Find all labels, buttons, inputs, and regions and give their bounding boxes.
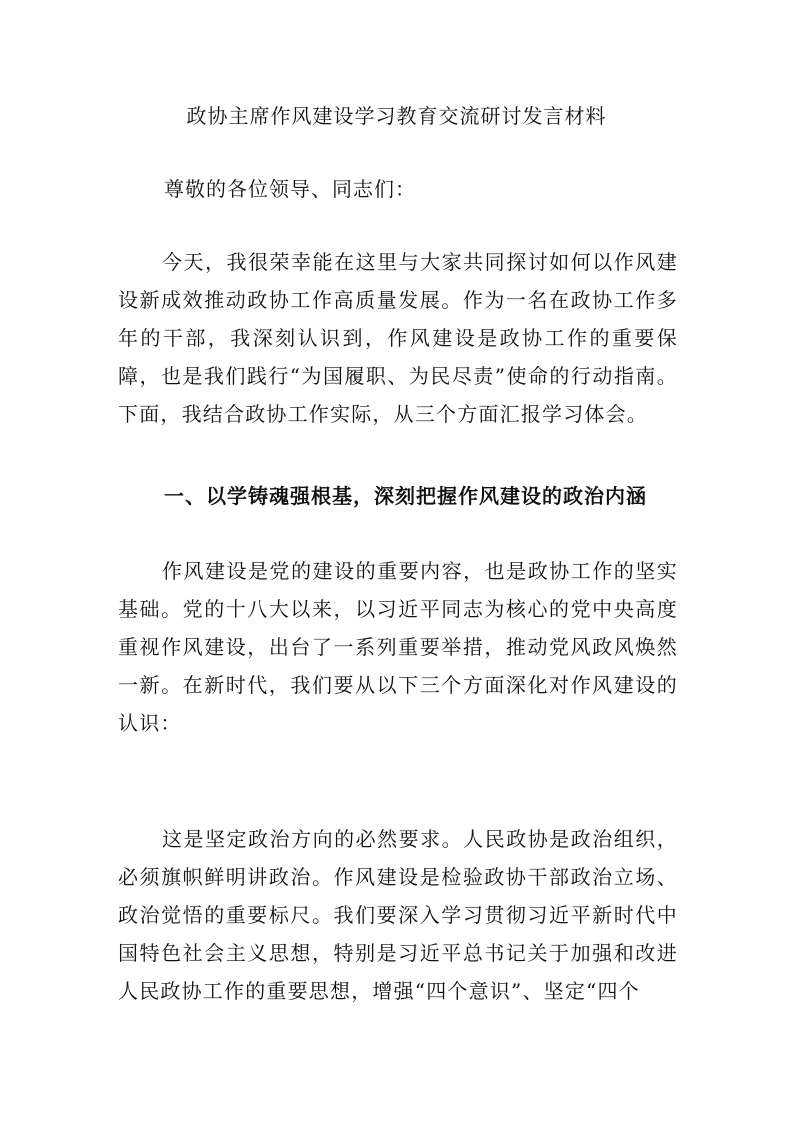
paragraph-intro: 今天，我很荣幸能在这里与大家共同探讨如何以作风建设新成效推动政协工作高质量发展。作为一名在政协工作多年的干部，我深刻认识到，作风建设是政协工作的重要保障，也是我们践行“为国履职、为民尽责”使命的行动指南。下面，我结合政协工作实际，从三个方面汇报学习体会。: [118, 250, 678, 426]
paragraph-section-1-detail: 这是坚定政治方向的必然要求。人民政协是政治组织，必须旗帜鲜明讲政治。作风建设是检验政协干部政治立场、政治觉悟的重要标尺。我们要深入学习贯彻习近平新时代中国特色社会主义思想，特别是习近平总书记关于加强和改进人民政协工作的重要思想，增强“四个意识”、坚定“四个: [118, 827, 678, 1003]
paragraph-section-1: 作风建设是党的建设的重要内容，也是政协工作的坚实基础。党的十八大以来，以习近平同志为核心的党中央高度重视作风建设，出台了一系列重要举措，推动党风政风焕然一新。在新时代，我们要从以下三个方面深化对作风建设的认识：: [118, 559, 678, 735]
salutation: 尊敬的各位领导、同志们：: [164, 177, 416, 201]
document-title: 政协主席作风建设学习教育交流研讨发言材料: [186, 104, 607, 128]
section-heading-1: 一、以学铸魂强根基，深刻把握作风建设的政治内涵: [164, 484, 647, 508]
